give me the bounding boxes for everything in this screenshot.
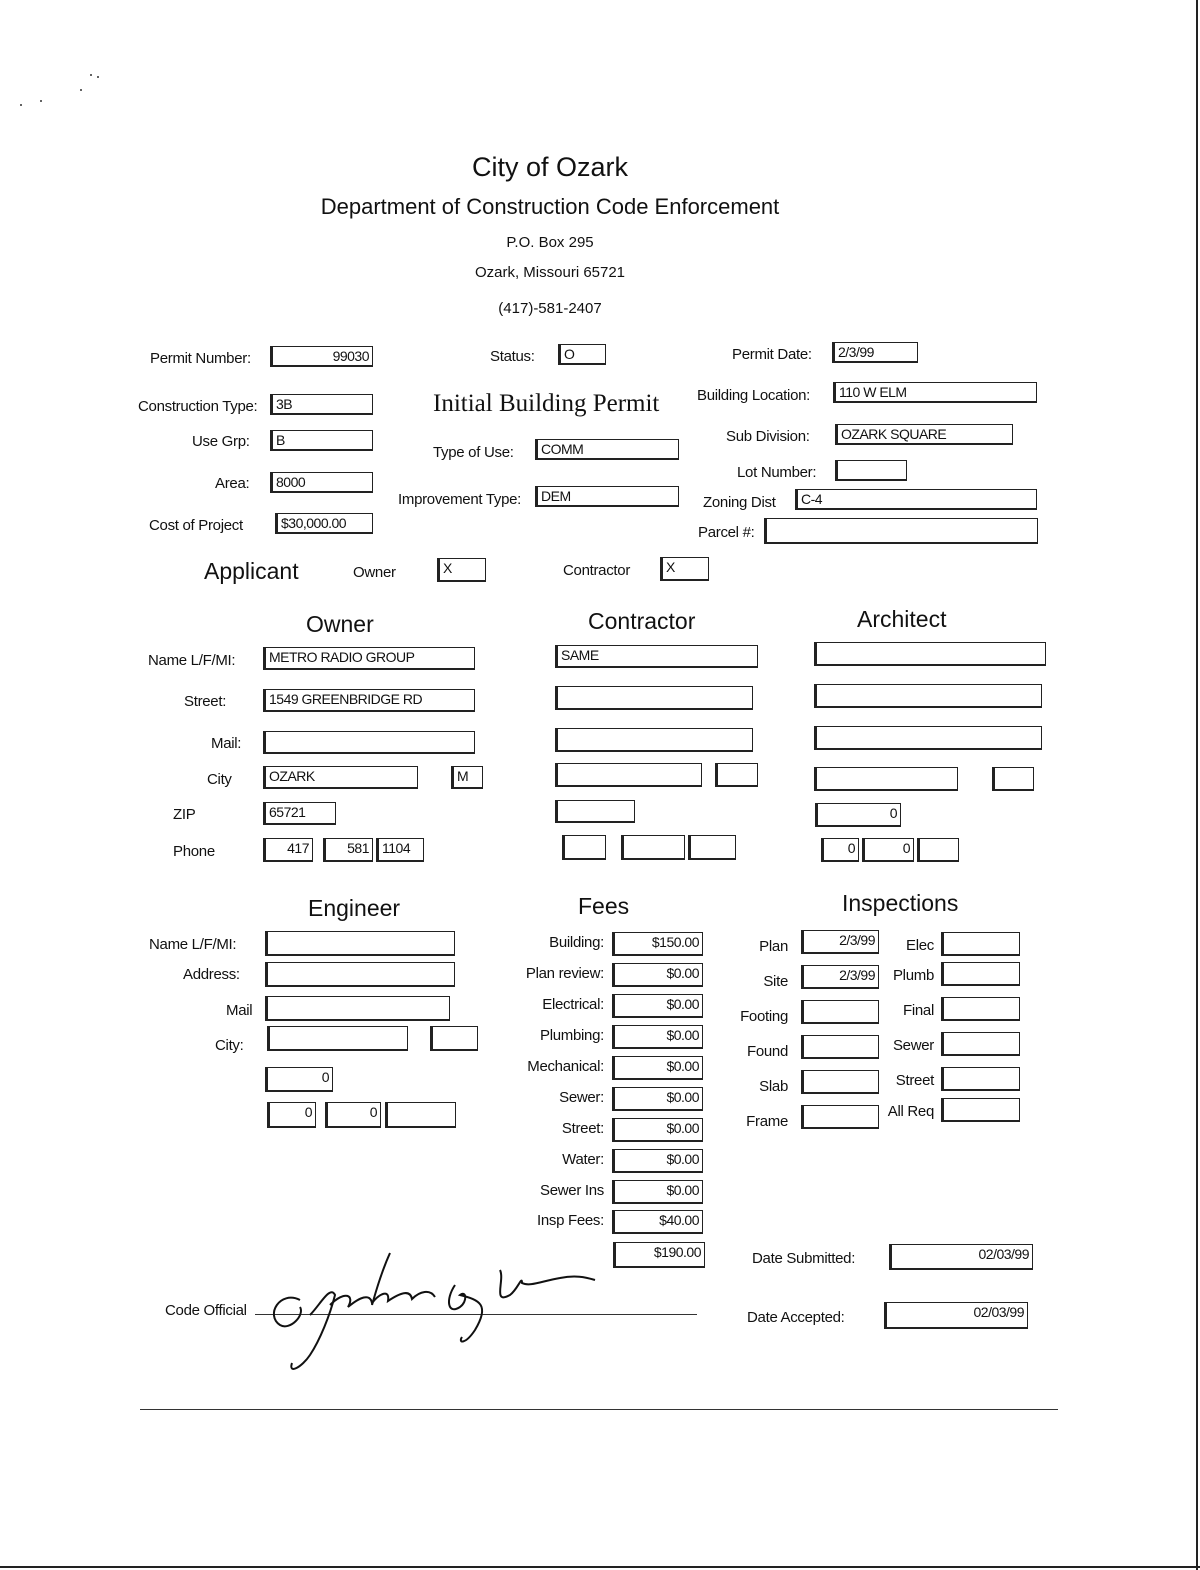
fee-value-field[interactable]: $0.00	[612, 1118, 703, 1142]
contractor-heading: Contractor	[588, 608, 696, 634]
engineer-name-field[interactable]	[265, 931, 455, 956]
engineer-mail-label: Mail	[226, 1002, 253, 1019]
owner-phone-line-field[interactable]: 1104	[376, 838, 424, 862]
scan-speck	[40, 100, 42, 102]
fee-value-field[interactable]: $150.00	[612, 932, 703, 956]
scan-speck	[90, 74, 92, 76]
fee-label: Plumbing:	[539, 1027, 604, 1044]
permit-date-field[interactable]: 2/3/99	[832, 342, 918, 363]
page-edge-right	[1196, 0, 1198, 1570]
fee-value-field[interactable]: $0.00	[612, 963, 703, 987]
applicant-contractor-checkbox[interactable]: X	[660, 557, 709, 581]
engineer-state-field[interactable]	[430, 1026, 478, 1051]
owner-phone-area-field[interactable]: 417	[263, 838, 313, 862]
lot-number-field[interactable]	[835, 460, 907, 481]
bottom-rule	[140, 1409, 1058, 1410]
building-location-label: Building Location:	[697, 387, 811, 404]
fee-label: Street:	[561, 1120, 604, 1137]
contractor-name-field[interactable]: SAME	[555, 645, 758, 668]
permit-date-label: Permit Date:	[732, 346, 812, 363]
architect-zip-field[interactable]: 0	[815, 803, 901, 827]
engineer-address-field[interactable]	[265, 962, 455, 987]
fee-value-field[interactable]: $40.00	[612, 1210, 703, 1234]
improvement-type-label: Improvement Type:	[398, 491, 522, 508]
fees-heading: Fees	[578, 893, 630, 919]
engineer-city-field[interactable]	[267, 1026, 408, 1051]
architect-name-field[interactable]	[814, 642, 1046, 666]
contractor-phone-prefix-field[interactable]	[621, 835, 685, 860]
date-accepted-field[interactable]: 02/03/99	[884, 1302, 1028, 1329]
inspection-field[interactable]	[801, 1035, 879, 1059]
inspection-field[interactable]	[801, 1105, 879, 1129]
sub-division-label: Sub Division:	[726, 428, 810, 445]
engineer-city-label: City:	[215, 1037, 244, 1054]
area-field[interactable]: 8000	[270, 472, 373, 493]
fee-label: Mechanical:	[527, 1058, 604, 1075]
engineer-phone-prefix-field[interactable]: 0	[325, 1102, 381, 1128]
date-submitted-label: Date Submitted:	[752, 1250, 856, 1267]
fee-label: Water:	[562, 1151, 604, 1168]
inspection-field[interactable]	[941, 1032, 1020, 1056]
contractor-phone-area-field[interactable]	[562, 835, 606, 860]
parcel-field[interactable]	[764, 518, 1038, 544]
party-zip-label: ZIP	[173, 806, 196, 823]
fee-value-field[interactable]: $0.00	[612, 1056, 703, 1080]
contractor-street-field[interactable]	[555, 686, 753, 710]
city-title: City of Ozark	[471, 152, 629, 182]
inspection-label: Plumb	[892, 967, 934, 984]
fee-value-field[interactable]: $0.00	[612, 994, 703, 1018]
office-phone: (417)-581-2407	[498, 300, 602, 317]
fee-value-field[interactable]: $0.00	[612, 1087, 703, 1111]
city-address: Ozark, Missouri 65721	[474, 264, 626, 281]
fee-value-field[interactable]: $0.00	[612, 1149, 703, 1173]
owner-name-field[interactable]: METRO RADIO GROUP	[263, 647, 475, 670]
date-submitted-field[interactable]: 02/03/99	[889, 1244, 1033, 1270]
architect-city-field[interactable]	[814, 767, 958, 791]
owner-city-field[interactable]: OZARK	[263, 766, 418, 789]
scan-speck	[80, 89, 82, 91]
architect-mail-field[interactable]	[814, 726, 1042, 750]
inspection-label: Frame	[746, 1113, 788, 1130]
architect-street-field[interactable]	[814, 684, 1042, 708]
fee-value-field[interactable]: $0.00	[612, 1025, 703, 1049]
inspection-field[interactable]	[941, 932, 1020, 956]
fee-label: Sewer Ins	[540, 1182, 604, 1199]
contractor-city-field[interactable]	[555, 763, 702, 787]
department-title: Department of Construction Code Enforcement	[320, 194, 780, 219]
fee-label: Sewer:	[559, 1089, 604, 1106]
fee-value-field[interactable]: $0.00	[612, 1180, 703, 1204]
inspection-label: Final	[902, 1002, 934, 1019]
inspection-label: Sewer	[892, 1037, 934, 1054]
contractor-zip-field[interactable]	[555, 800, 635, 823]
engineer-name-label: Name L/F/MI:	[149, 936, 237, 953]
scan-speck	[20, 104, 22, 106]
applicant-contractor-label: Contractor	[563, 562, 631, 579]
po-box: P.O. Box 295	[506, 234, 594, 251]
area-label: Area:	[215, 475, 250, 492]
fee-label: Plan review:	[525, 965, 604, 982]
architect-phone-prefix-field[interactable]: 0	[862, 838, 914, 862]
permit-number-label: Permit Number:	[150, 350, 251, 367]
construction-type-label: Construction Type:	[138, 398, 258, 415]
signature-graphic	[260, 1245, 600, 1375]
inspection-field[interactable]	[941, 962, 1020, 986]
date-accepted-label: Date Accepted:	[747, 1309, 845, 1326]
engineer-mail-field[interactable]	[265, 996, 450, 1021]
architect-phone-area-field[interactable]: 0	[821, 838, 859, 862]
construction-type-field[interactable]: 3B	[270, 394, 373, 415]
improvement-type-field[interactable]: DEM	[535, 486, 679, 507]
architect-phone-line-field[interactable]	[917, 838, 959, 862]
inspection-field[interactable]	[941, 1098, 1020, 1122]
fee-label: Electrical:	[542, 996, 604, 1013]
inspection-field[interactable]: 2/3/99	[801, 930, 879, 954]
owner-heading: Owner	[306, 611, 374, 637]
zoning-field[interactable]: C-4	[795, 489, 1037, 510]
fee-label: Insp Fees:	[536, 1212, 604, 1229]
inspections-heading: Inspections	[842, 890, 959, 916]
scan-speck	[97, 76, 99, 78]
cost-of-project-label: Cost of Project	[149, 517, 243, 534]
inspection-label: Footing	[740, 1008, 788, 1025]
engineer-address-label: Address:	[183, 966, 240, 983]
sub-division-field[interactable]: OZARK SQUARE	[835, 424, 1013, 445]
permit-number-field[interactable]: 99030	[270, 346, 373, 367]
status-field[interactable]: O	[558, 344, 606, 365]
inspection-field[interactable]	[801, 1070, 879, 1094]
inspection-label: All Req	[887, 1103, 934, 1120]
parcel-label: Parcel #:	[698, 524, 755, 541]
contractor-mail-field[interactable]	[555, 728, 753, 752]
zoning-label: Zoning Dist	[703, 494, 776, 511]
inspection-label: Found	[746, 1043, 788, 1060]
owner-phone-prefix-field[interactable]: 581	[323, 838, 373, 862]
applicant-owner-label: Owner	[353, 564, 396, 581]
use-grp-label: Use Grp:	[192, 433, 250, 450]
fee-label: Building:	[549, 934, 604, 951]
inspection-field[interactable]	[801, 1000, 879, 1024]
building-location-field[interactable]: 110 W ELM	[833, 382, 1037, 403]
type-of-use-label: Type of Use:	[433, 444, 514, 461]
owner-state-field[interactable]: M	[451, 766, 483, 789]
use-grp-field[interactable]: B	[270, 430, 373, 451]
lot-number-label: Lot Number:	[737, 464, 817, 481]
cost-of-project-field[interactable]: $30,000.00	[275, 513, 373, 534]
owner-mail-field[interactable]	[263, 731, 475, 754]
inspection-label: Street	[895, 1072, 934, 1089]
form-title: Initial Building Permit	[433, 390, 660, 417]
applicant-heading: Applicant	[204, 558, 299, 584]
applicant-owner-checkbox[interactable]: X	[437, 558, 486, 582]
owner-street-field[interactable]: 1549 GREENBRIDGE RD	[263, 689, 475, 712]
page-edge-bottom	[0, 1566, 1200, 1568]
type-of-use-field[interactable]: COMM	[535, 439, 679, 460]
architect-state-field[interactable]	[992, 767, 1034, 791]
inspection-label: Site	[763, 973, 788, 990]
status-label: Status:	[490, 348, 535, 365]
party-mail-label: Mail:	[211, 735, 242, 752]
party-street-label: Street:	[184, 693, 227, 710]
owner-zip-field[interactable]: 65721	[263, 802, 336, 825]
engineer-heading: Engineer	[308, 895, 401, 921]
engineer-phone-area-field[interactable]: 0	[267, 1102, 316, 1128]
inspection-field[interactable]: 2/3/99	[801, 965, 879, 989]
inspection-label: Slab	[759, 1078, 788, 1095]
party-phone-label: Phone	[173, 843, 215, 860]
engineer-phone-line-field[interactable]	[385, 1102, 456, 1128]
code-official-label: Code Official	[165, 1302, 247, 1319]
contractor-state-field[interactable]	[715, 763, 758, 787]
party-name-label: Name L/F/MI:	[148, 652, 236, 669]
architect-heading: Architect	[857, 606, 947, 632]
inspection-field[interactable]	[941, 997, 1020, 1021]
fees-total-field[interactable]: $190.00	[613, 1242, 705, 1268]
party-city-label: City	[207, 771, 232, 788]
inspection-field[interactable]	[941, 1067, 1020, 1091]
inspection-label: Plan	[759, 938, 788, 955]
engineer-zip-field[interactable]: 0	[265, 1067, 333, 1092]
contractor-phone-line-field[interactable]	[688, 835, 736, 860]
inspection-label: Elec	[906, 937, 934, 954]
